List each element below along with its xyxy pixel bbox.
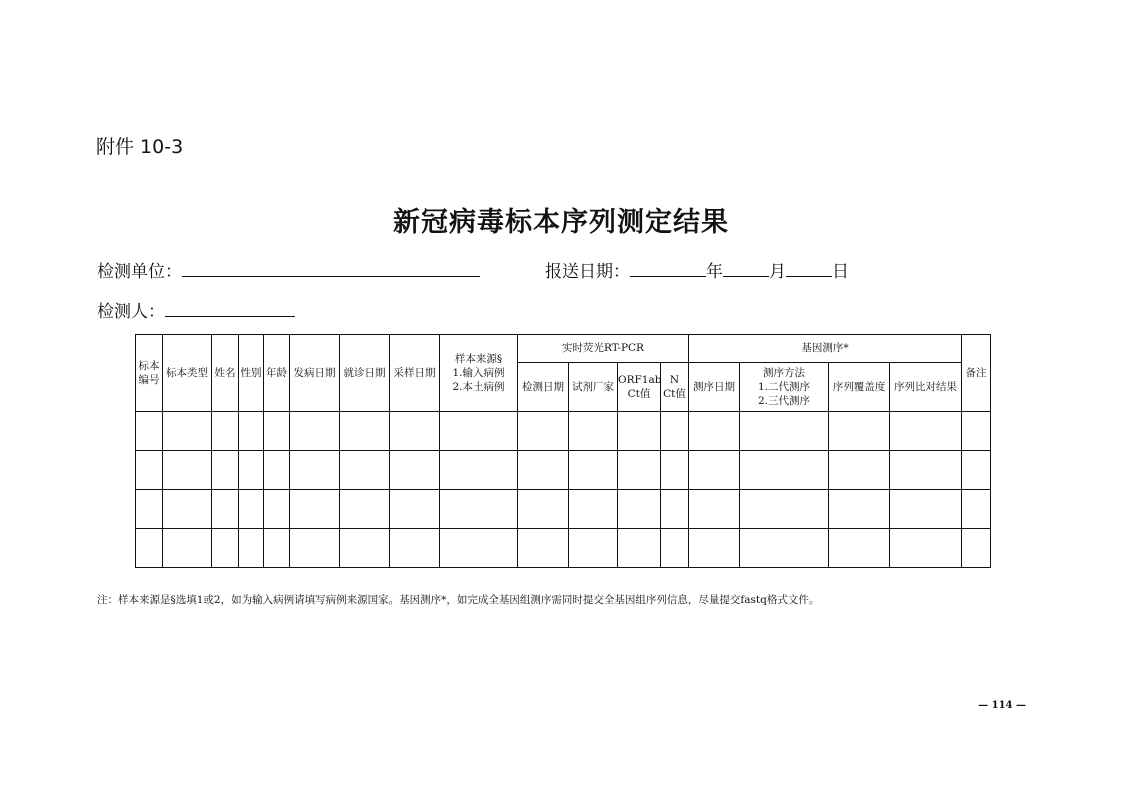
- tester-label: 检测人：: [97, 302, 165, 322]
- col-seq-date: 测序日期: [689, 363, 740, 412]
- table-row[interactable]: [136, 412, 991, 451]
- col-coverage: 序列覆盖度: [829, 363, 890, 412]
- col-seq-method: 测序方法 1.二代测序 2.三代测序: [740, 363, 829, 412]
- col-visit-date: 就诊日期: [340, 335, 390, 412]
- col-sample-no: 标本 编号: [136, 335, 163, 412]
- table-row[interactable]: [136, 529, 991, 568]
- page-title: 新冠病毒标本序列测定结果: [393, 207, 729, 238]
- col-orf-ct: ORF1ab Ct值: [618, 363, 661, 412]
- col-onset-date: 发病日期: [290, 335, 340, 412]
- footnote: 注：样本来源是§选填1或2，如为输入病例请填写病例来源国家。基因测序*，如完成全基因组测序需同时提交全基因组序列信息，尽量提交fastq格式文件。: [97, 594, 820, 606]
- month-field[interactable]: [723, 258, 769, 277]
- year-label: 年: [706, 262, 723, 282]
- col-compare-result: 序列比对结果: [890, 363, 962, 412]
- result-table: [135, 334, 991, 568]
- tester-line: [97, 297, 295, 322]
- col-name: 姓名: [212, 335, 239, 412]
- year-field[interactable]: [630, 258, 706, 277]
- unit-line: [97, 257, 480, 282]
- col-sample-type: 标本类型: [163, 335, 212, 412]
- month-label: 月: [769, 262, 786, 282]
- day-label: 日: [832, 262, 849, 282]
- col-n-ct: N Ct值: [661, 363, 689, 412]
- day-field[interactable]: [786, 258, 832, 277]
- attachment-label: 附件 10-3: [96, 136, 184, 158]
- table-row[interactable]: [136, 451, 991, 490]
- page-number: — 114 —: [978, 700, 1026, 711]
- col-age: 年龄: [264, 335, 290, 412]
- group-rtpcr: 实时荧光RT-PCR: [518, 335, 689, 363]
- report-date-label: 报送日期：: [545, 262, 630, 282]
- col-detect-date: 检测日期: [518, 363, 569, 412]
- col-sex: 性别: [239, 335, 264, 412]
- col-sampling-date: 采样日期: [390, 335, 440, 412]
- table-row[interactable]: [136, 490, 991, 529]
- group-gene-seq: 基因测序*: [689, 335, 962, 363]
- unit-label: 检测单位：: [97, 262, 182, 282]
- col-reagent-maker: 试剂厂家: [569, 363, 618, 412]
- report-date-line: [545, 257, 849, 282]
- col-sample-source: 样本来源§ 1.输入病例 2.本土病例: [440, 335, 518, 412]
- col-remark: 备注: [962, 335, 991, 412]
- unit-field[interactable]: [182, 258, 480, 277]
- tester-field[interactable]: [165, 298, 295, 317]
- header-row-1: [136, 335, 991, 363]
